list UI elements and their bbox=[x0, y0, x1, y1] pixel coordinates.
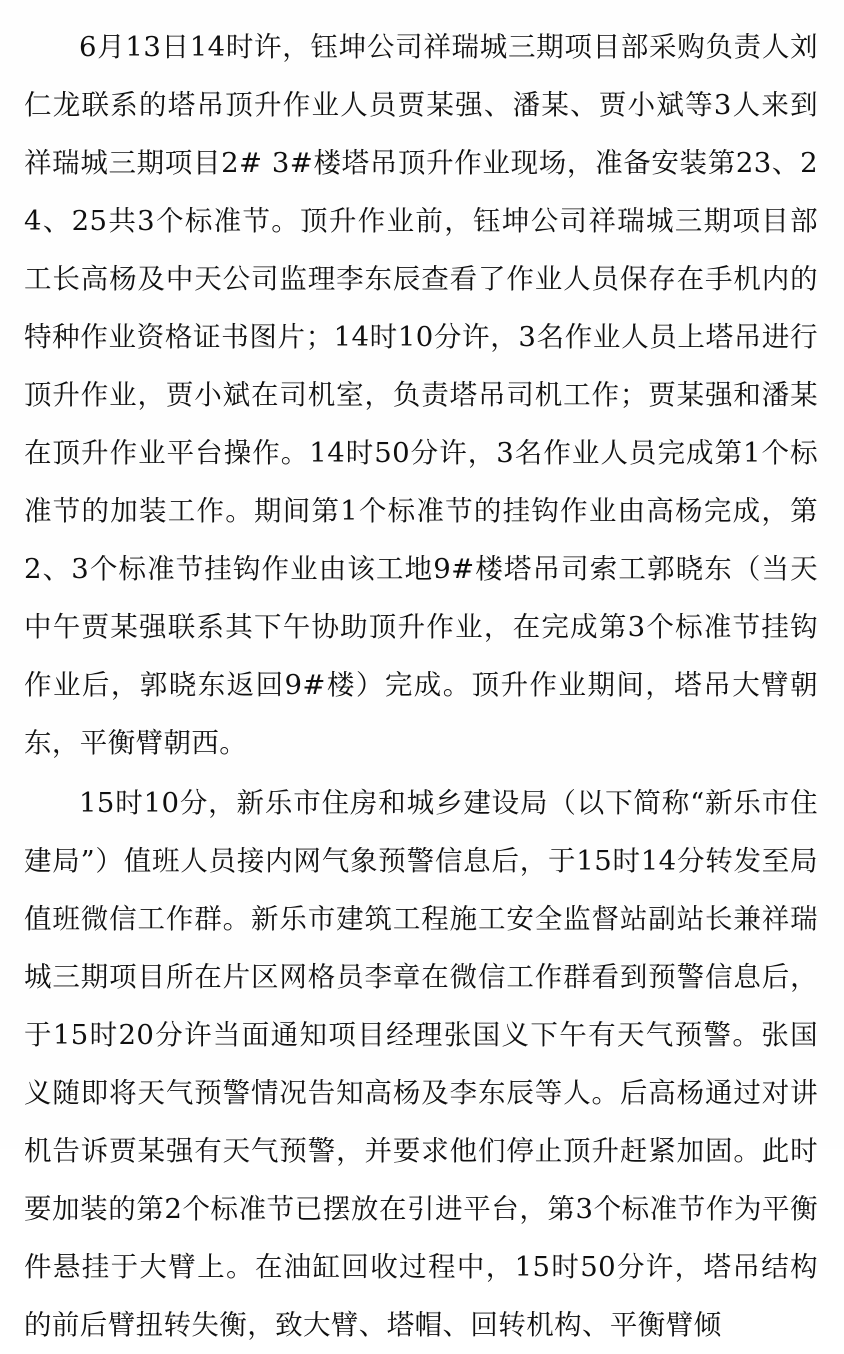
document-body bbox=[24, 18, 818, 1354]
paragraph-1: 6月13日14时许，钰坤公司祥瑞城三期项目部采购负责人刘仁龙联系的塔吊顶升作业人员贾某强、潘某、贾小斌等3人来到祥瑞城三期项目2# 3#楼塔吊顶升作业现场，准备安装第23、24、25共3个标准节。顶升作业前，钰坤公司祥瑞城三期项目部工长高杨及中天公司监理李东辰查看了作业人员保存在手机内的特种作业资格证书图片；14时10分许，3名作业人员上塔吊进行顶升作业，贾小斌在司机室，负责塔吊司机工作；贾某强和潘某在顶升作业平台操作。14时50分许，3名作业人员完成第1个标准节的加装工作。期间第1个标准节的挂钩作业由高杨完成，第2、3个标准节挂钩作业由该工地9#楼塔吊司索工郭晓东（当天中午贾某强联系其下午协助顶升作业，在完成第3个标准节挂钩作业后，郭晓东返回9#楼）完成。顶升作业期间，塔吊大臂朝东，平衡臂朝西。 bbox=[24, 31, 818, 759]
paragraph-2: 15时10分，新乐市住房和城乡建设局（以下简称“新乐市住建局”）值班人员接内网气象预警信息后，于15时14分转发至局值班微信工作群。新乐市建筑工程施工安全监督站副站长兼祥瑞城三期项目所在片区网格员李章在微信工作群看到预警信息后，于15时20分许当面通知项目经理张国义下午有天气预警。张国义随即将天气预警情况告知高杨及李东辰等人。后高杨通过对讲机告诉贾某强有天气预警，并要求他们停止顶升赶紧加固。此时要加装的第2个标准节已摆放在引进平台，第3个标准节作为平衡件悬挂于大臂上。在油缸回收过程中，15时50分许，塔吊结构的前后臂扭转失衡，致大臂、塔帽、回转机构、平衡臂倾 bbox=[24, 787, 818, 1341]
